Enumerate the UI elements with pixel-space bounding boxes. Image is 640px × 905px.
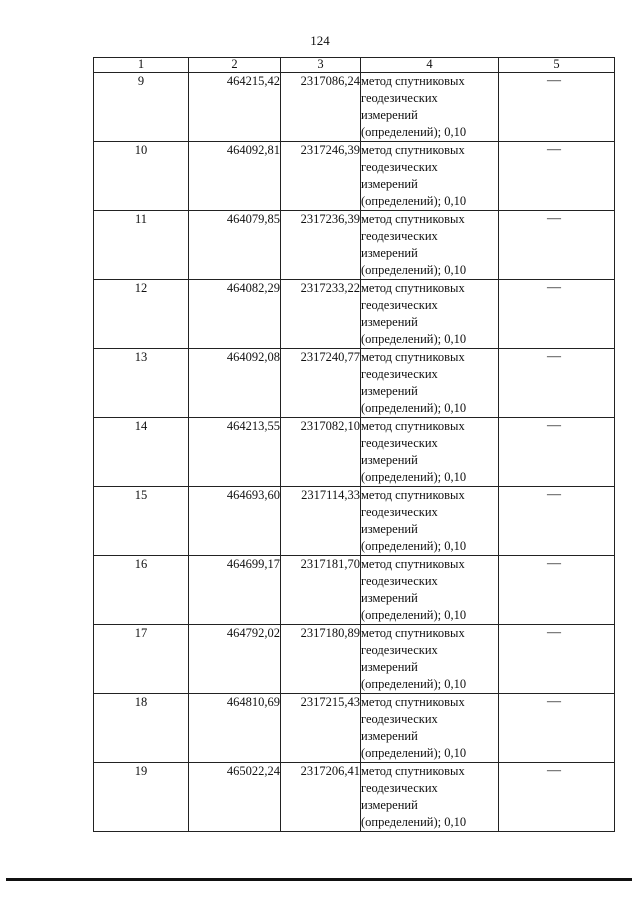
method-cell [361, 694, 499, 763]
method-cell [361, 73, 499, 142]
method-line: геодезических [361, 367, 438, 381]
point-number-cell: 10 [94, 142, 189, 211]
note-dash: — [547, 418, 561, 433]
method-cell [361, 349, 499, 418]
table-row [94, 487, 615, 556]
coordinate-x-cell: 464693,60 [189, 487, 281, 556]
table-row [94, 142, 615, 211]
method-line: геодезических [361, 781, 438, 795]
method-cell [361, 487, 499, 556]
method-cell [361, 625, 499, 694]
method-cell [361, 211, 499, 280]
table-row [94, 556, 615, 625]
note-cell [499, 694, 615, 763]
note-dash: — [547, 487, 561, 502]
column-header-3: 3 [281, 58, 361, 73]
coordinate-y-cell: 2317236,39 [281, 211, 361, 280]
table-row [94, 73, 615, 142]
method-line: измерений [361, 591, 418, 605]
note-cell [499, 211, 615, 280]
method-line: измерений [361, 453, 418, 467]
method-cell [361, 556, 499, 625]
table-row [94, 418, 615, 487]
note-cell [499, 142, 615, 211]
method-line: геодезических [361, 505, 438, 519]
note-dash: — [547, 142, 561, 157]
coordinate-x-cell: 464792,02 [189, 625, 281, 694]
method-line: измерений [361, 384, 418, 398]
point-number-cell: 14 [94, 418, 189, 487]
note-cell [499, 556, 615, 625]
column-header-1: 1 [94, 58, 189, 73]
table-row [94, 763, 615, 832]
coordinate-y-cell: 2317181,70 [281, 556, 361, 625]
point-number-cell: 17 [94, 625, 189, 694]
coordinates-table [93, 57, 615, 832]
method-cell [361, 142, 499, 211]
method-line: измерений [361, 660, 418, 674]
method-line: (определений); 0,10 [361, 746, 467, 760]
method-line: (определений); 0,10 [361, 401, 467, 415]
coordinate-x-cell: 464092,08 [189, 349, 281, 418]
coordinate-y-cell: 2317233,22 [281, 280, 361, 349]
method-line: (определений); 0,10 [361, 470, 467, 484]
method-line: измерений [361, 522, 418, 536]
column-header-4: 4 [361, 58, 499, 73]
point-number-cell: 15 [94, 487, 189, 556]
point-number-cell: 11 [94, 211, 189, 280]
method-line: геодезических [361, 160, 438, 174]
coordinate-y-cell: 2317240,77 [281, 349, 361, 418]
method-line: измерений [361, 108, 418, 122]
coordinate-y-cell: 2317082,10 [281, 418, 361, 487]
note-dash: — [547, 763, 561, 778]
method-line: геодезических [361, 298, 438, 312]
coordinate-y-cell: 2317114,33 [281, 487, 361, 556]
coordinate-y-cell: 2317086,24 [281, 73, 361, 142]
method-line: (определений); 0,10 [361, 332, 467, 346]
method-line: метод спутниковых [361, 557, 465, 571]
note-cell [499, 625, 615, 694]
note-cell [499, 418, 615, 487]
table-row [94, 625, 615, 694]
method-line: измерений [361, 246, 418, 260]
note-dash: — [547, 556, 561, 571]
point-number-cell: 19 [94, 763, 189, 832]
note-cell [499, 73, 615, 142]
coordinate-y-cell: 2317206,41 [281, 763, 361, 832]
method-line: метод спутниковых [361, 764, 465, 778]
coordinate-x-cell: 464215,42 [189, 73, 281, 142]
bottom-rule [6, 878, 632, 881]
method-line: геодезических [361, 574, 438, 588]
coordinate-y-cell: 2317215,43 [281, 694, 361, 763]
note-dash: — [547, 280, 561, 295]
note-dash: — [547, 694, 561, 709]
method-line: метод спутниковых [361, 212, 465, 226]
note-cell [499, 280, 615, 349]
method-line: (определений); 0,10 [361, 263, 467, 277]
point-number-cell: 9 [94, 73, 189, 142]
method-line: геодезических [361, 229, 438, 243]
point-number-cell: 13 [94, 349, 189, 418]
coordinate-y-cell: 2317246,39 [281, 142, 361, 211]
method-line: метод спутниковых [361, 419, 465, 433]
coordinate-x-cell: 464699,17 [189, 556, 281, 625]
coordinate-y-cell: 2317180,89 [281, 625, 361, 694]
table-row [94, 280, 615, 349]
note-cell [499, 487, 615, 556]
point-number-cell: 18 [94, 694, 189, 763]
method-cell [361, 280, 499, 349]
point-number-cell: 12 [94, 280, 189, 349]
note-dash: — [547, 211, 561, 226]
method-line: геодезических [361, 712, 438, 726]
method-line: метод спутниковых [361, 350, 465, 364]
table-body [94, 73, 615, 832]
header-row [94, 58, 615, 73]
method-line: метод спутниковых [361, 143, 465, 157]
method-cell [361, 418, 499, 487]
method-line: геодезических [361, 436, 438, 450]
coordinate-x-cell: 464213,55 [189, 418, 281, 487]
coordinate-x-cell: 464082,29 [189, 280, 281, 349]
column-header-2: 2 [189, 58, 281, 73]
method-line: измерений [361, 315, 418, 329]
page-number: 124 [310, 33, 330, 48]
table-row [94, 211, 615, 280]
method-line: (определений); 0,10 [361, 815, 467, 829]
method-line: измерений [361, 729, 418, 743]
method-line: (определений); 0,10 [361, 194, 467, 208]
method-line: метод спутниковых [361, 281, 465, 295]
method-line: (определений); 0,10 [361, 125, 467, 139]
method-line: измерений [361, 177, 418, 191]
table-header [94, 58, 615, 73]
method-line: метод спутниковых [361, 488, 465, 502]
method-line: метод спутниковых [361, 695, 465, 709]
note-dash: — [547, 73, 561, 88]
column-header-5: 5 [499, 58, 615, 73]
note-dash: — [547, 349, 561, 364]
coordinate-x-cell: 464092,81 [189, 142, 281, 211]
point-number-cell: 16 [94, 556, 189, 625]
note-dash: — [547, 625, 561, 640]
table-row [94, 349, 615, 418]
coordinate-x-cell: 464079,85 [189, 211, 281, 280]
method-line: (определений); 0,10 [361, 677, 467, 691]
method-line: геодезических [361, 91, 438, 105]
note-cell [499, 763, 615, 832]
coordinate-x-cell: 464810,69 [189, 694, 281, 763]
method-line: метод спутниковых [361, 626, 465, 640]
table-row [94, 694, 615, 763]
note-cell [499, 349, 615, 418]
method-line: измерений [361, 798, 418, 812]
method-line: метод спутниковых [361, 74, 465, 88]
method-line: (определений); 0,10 [361, 539, 467, 553]
method-cell [361, 763, 499, 832]
method-line: геодезических [361, 643, 438, 657]
method-line: (определений); 0,10 [361, 608, 467, 622]
coordinate-x-cell: 465022,24 [189, 763, 281, 832]
